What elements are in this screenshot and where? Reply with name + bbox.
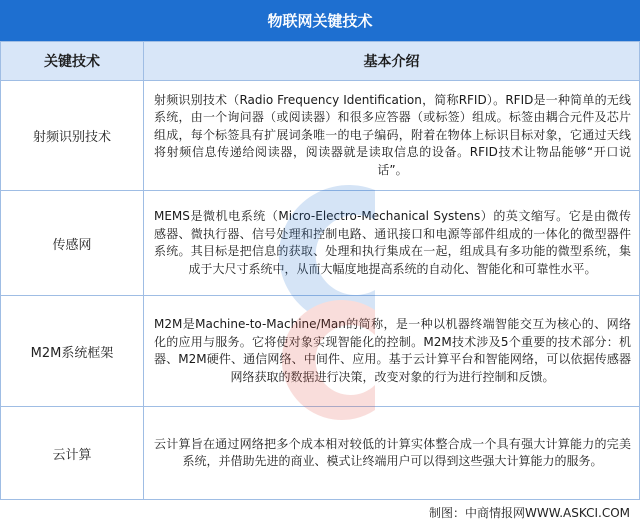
table-title: 物联网关键技术 bbox=[0, 0, 640, 41]
key-tech-table bbox=[0, 41, 640, 500]
header-intro: 基本介绍 bbox=[144, 42, 640, 81]
header-key-tech: 关键技术 bbox=[1, 42, 144, 81]
tech-description: 云计算旨在通过网络把多个成本相对较低的计算实体整合成一个具有强大计算能力的完美系统，并借助先进的商业、模式让终端用户可以得到这些强大计算能力的服务。 bbox=[144, 407, 640, 500]
tech-name: 射频识别技术 bbox=[1, 81, 144, 191]
table-row bbox=[1, 191, 640, 296]
table-row bbox=[1, 296, 640, 407]
tech-description: MEMS是微机电系统（Micro-Electro-Mechanical Systens）的英文缩写。它是由微传感器、微执行器、信号处理和控制电路、通讯接口和电源等部件组成的一体化的微型器件系统。其目标是把信息的获取、处理和执行集成在一起，组成具有多功能的微型系统，集成于大尺寸系统中，从而大幅度地提高系统的自动化、智能化和可靠性水平。 bbox=[144, 191, 640, 296]
tech-name: 传感网 bbox=[1, 191, 144, 296]
source-credit: 制图：中商情报网WWW.ASKCI.COM bbox=[429, 505, 630, 520]
table-header-row bbox=[1, 42, 640, 81]
table-row bbox=[1, 81, 640, 191]
tech-name: 云计算 bbox=[1, 407, 144, 500]
tech-description: 射频识别技术（Radio Frequency Identification，简称RFID）。RFID是一种简单的无线系统，由一个询问器（或阅读器）和很多应答器（或标签）组成。标签由耦合元件及芯片组成，每个标签具有扩展词条唯一的电子编码，附着在物体上标识目标对象，它通过天线将射频信息传递给阅读器，阅读器就是读取信息的设备。RFID技术让物品能够“开口说话”。 bbox=[144, 81, 640, 191]
table-row bbox=[1, 407, 640, 500]
tech-description: M2M是Machine-to-Machine/Man的简称，是一种以机器终端智能交互为核心的、网络化的应用与服务。它将使对象实现智能化的控制。M2M技术涉及5个重要的技术部分：机器、M2M硬件、通信网络、中间件、应用。基于云计算平台和智能网络，可以依据传感器网络获取的数据进行决策，改变对象的行为进行控制和反馈。 bbox=[144, 296, 640, 407]
tech-name: M2M系统框架 bbox=[1, 296, 144, 407]
